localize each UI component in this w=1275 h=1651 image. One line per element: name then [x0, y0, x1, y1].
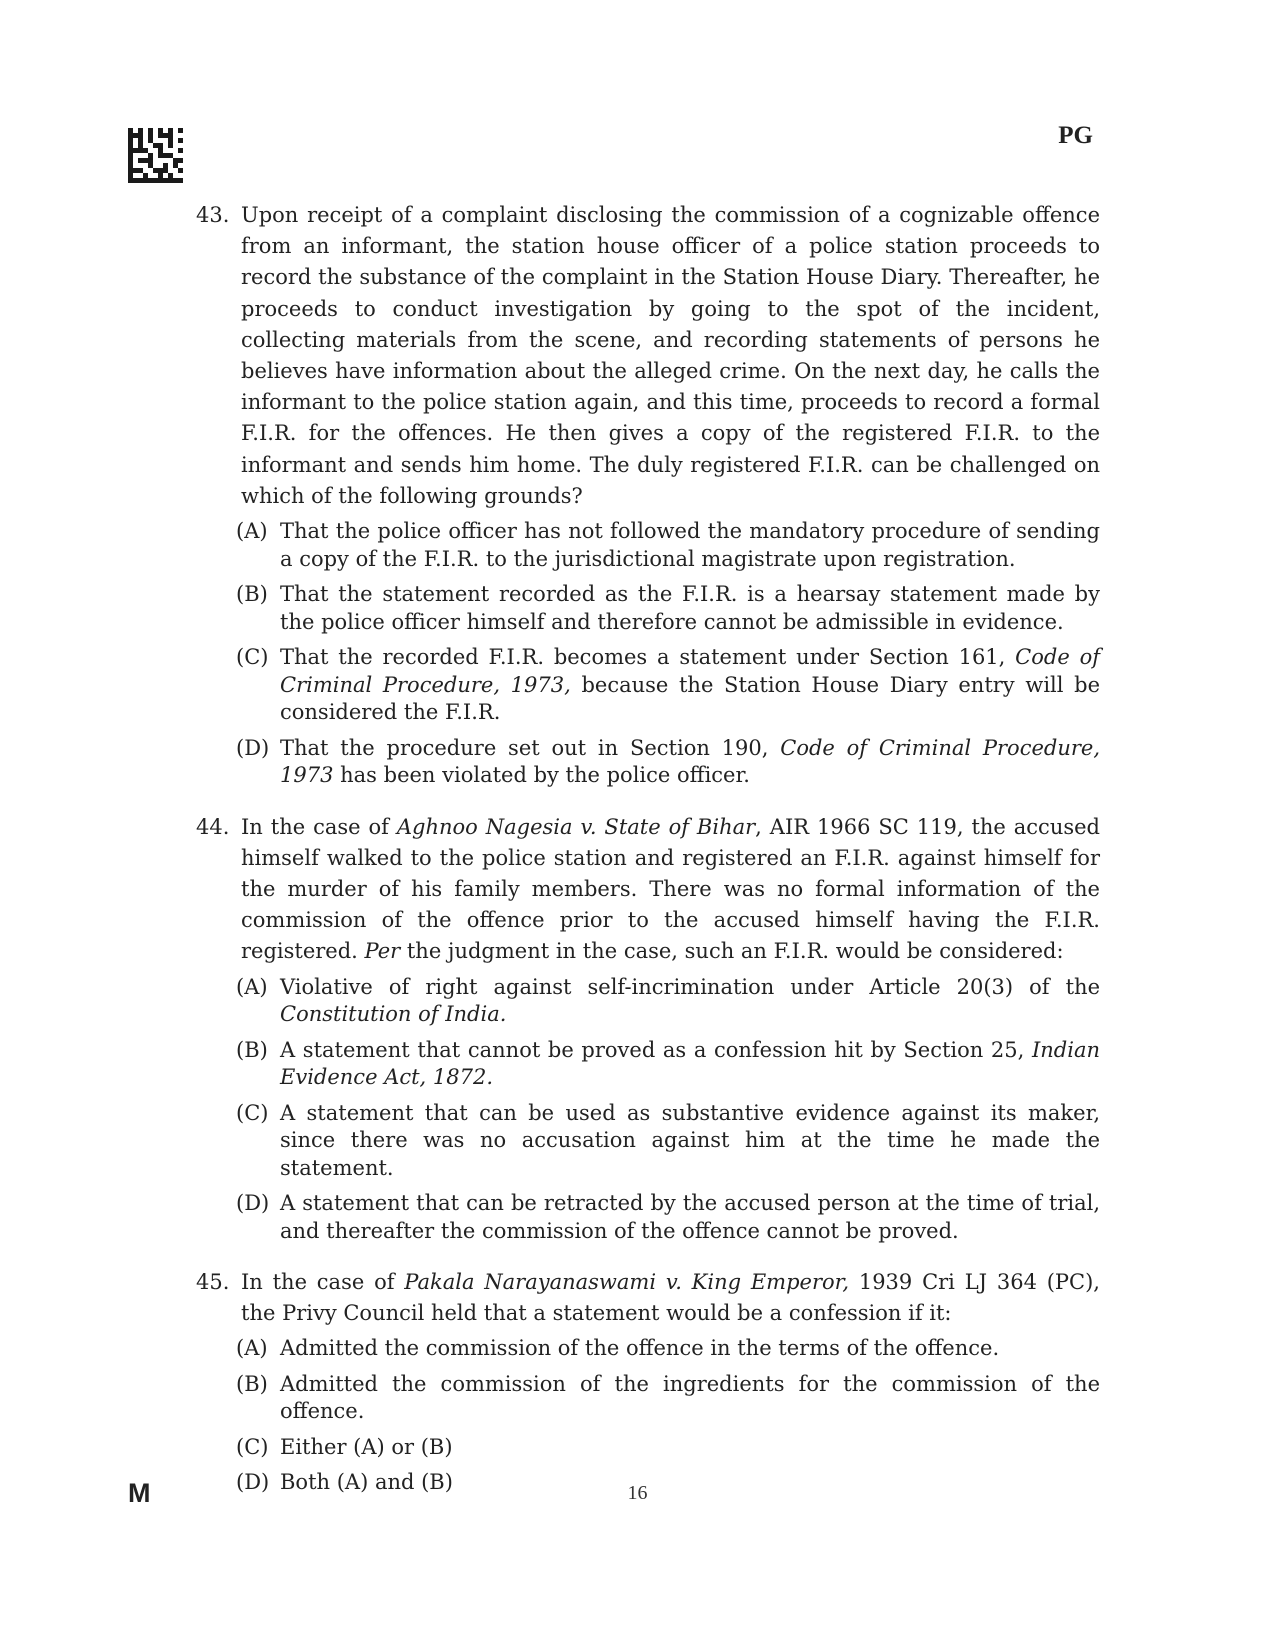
option-a	[236, 518, 1100, 573]
question-3	[196, 1267, 1100, 1497]
question-list	[196, 200, 1100, 1519]
option-text	[280, 974, 1100, 1029]
text-span: That the police officer has not followed the mandatory procedure of sending a copy of the F.I.R. to the jurisdictional magistrate upon registration.	[280, 519, 1100, 571]
option-a	[236, 1335, 1100, 1363]
option-a	[236, 974, 1100, 1029]
question-text: Upon receipt of a complaint disclosing the commission of a cognizable offence from an informant, the station house officer of a police station proceeds to record the substance of the complaint in the Station House Diary. Thereafter, he proceeds to conduct investigation by going to the spot of the incident, collecting materials from the scene, and recording statements of persons he believes have information about the alleged crime. On the next day, he calls the informant to the police station again, and this time, proceeds to record a formal F.I.R. for the offences. He then gives a copy of the registered F.I.R. to the informant and sends him home. The duly registered F.I.R. can be challenged on which of the following grounds?	[241, 203, 1100, 508]
option-text	[280, 644, 1100, 727]
text-span: In the case of	[241, 814, 397, 839]
italic-text: Aghnoo Nagesia v. State of Bihar	[396, 814, 756, 839]
page-code: PG	[1058, 122, 1093, 149]
option-letter: (C)	[236, 1100, 269, 1125]
option-letter: (B)	[236, 1371, 268, 1396]
option-letter: (C)	[236, 645, 269, 670]
option-text	[280, 1100, 1100, 1183]
italic-text: Code of Criminal Procedure, 1973	[280, 735, 1100, 788]
text-span: the judgment in the case, such an F.I.R. would be considered:	[400, 939, 1064, 964]
option-text	[280, 1190, 1100, 1245]
option-text	[280, 735, 1100, 790]
option-b	[236, 1371, 1100, 1426]
option-c	[236, 1100, 1100, 1183]
option-b	[236, 581, 1100, 636]
text-span: 1939 Cri LJ 364 (PC), the Privy Council held that a statement would be a confession if it:	[241, 1270, 1100, 1326]
option-list	[236, 1335, 1100, 1497]
question-number: 45.	[196, 1270, 230, 1295]
option-d	[236, 735, 1100, 790]
text-span: Either (A) or (B)	[280, 1434, 453, 1459]
italic-text: Indian Evidence Act, 1872.	[280, 1037, 1100, 1090]
option-text	[280, 1434, 1100, 1462]
option-letter: (B)	[236, 582, 268, 607]
text-span: In the case of	[241, 1270, 405, 1295]
text-span: Admitted the commission of the ingredients for the commission of the offence.	[280, 1371, 1100, 1424]
question-2	[196, 812, 1100, 1246]
option-d	[236, 1190, 1100, 1245]
page-number: 16	[627, 1482, 648, 1504]
option-text	[280, 518, 1100, 573]
option-list	[236, 518, 1100, 790]
text-span: Admitted the commission of the offence in the terms of the offence.	[280, 1336, 1000, 1361]
option-c	[236, 1434, 1100, 1462]
question-number: 44.	[196, 814, 230, 839]
text-span: That the recorded F.I.R. becomes a statement under Section 161,	[280, 645, 1016, 670]
text-span: , AIR 1966 SC 119, the accused himself walked to the police station and registered an F.I.R. against himself for the murder of his family members. There was no formal information of the commission of the offence prior to the accused himself having the F.I.R. registered.	[241, 814, 1100, 964]
text-span: A statement that can be retracted by the accused person at the time of trial, and thereafter the commission of the offence cannot be proved.	[280, 1191, 1100, 1243]
series-code: M	[128, 1478, 151, 1508]
option-letter: (C)	[236, 1434, 269, 1459]
question-stem	[196, 812, 1100, 968]
question-text	[241, 1267, 1100, 1329]
italic-text: Code of Criminal Procedure, 1973,	[280, 645, 1100, 697]
question-number: 43.	[196, 203, 230, 227]
italic-text: Pakala Narayanaswami v. King Emperor,	[404, 1270, 850, 1295]
text-span: A statement that can be used as substantive evidence against its maker, since there was no accusation against him at the time he made the statement.	[280, 1100, 1100, 1180]
question-text	[241, 812, 1100, 968]
italic-text: Per	[364, 939, 401, 964]
option-letter: (D)	[236, 735, 270, 760]
text-span: Both (A) and (B)	[280, 1470, 453, 1495]
italic-text: Constitution of India.	[280, 1002, 507, 1027]
text-span: because the Station House Diary entry will be considered the F.I.R.	[280, 672, 1101, 725]
option-c	[236, 644, 1100, 727]
text-span: A statement that cannot be proved as a confession hit by Section 25,	[280, 1037, 1032, 1062]
option-b	[236, 1037, 1100, 1092]
option-letter: (A)	[236, 519, 268, 544]
question-stem	[196, 200, 1100, 512]
datamatrix-code-icon	[128, 128, 183, 183]
option-letter: (A)	[236, 974, 268, 999]
option-letter: (B)	[236, 1037, 268, 1062]
text-span: has been violated by the police officer.	[333, 763, 750, 788]
question-stem	[196, 1267, 1100, 1329]
option-text	[280, 1335, 1100, 1363]
option-letter: (D)	[236, 1470, 270, 1495]
option-letter: (A)	[236, 1336, 268, 1361]
option-text	[280, 1371, 1100, 1426]
option-text	[280, 581, 1100, 636]
option-letter: (D)	[236, 1191, 270, 1216]
text-span: That the statement recorded as the F.I.R. is a hearsay statement made by the police officer himself and therefore cannot be admissible in evidence.	[280, 582, 1100, 634]
text-span: Violative of right against self-incrimination under Article 20(3) of the	[280, 974, 1100, 999]
text-span: That the procedure set out in Section 190,	[280, 735, 781, 760]
option-text	[280, 1037, 1100, 1092]
question-1	[196, 200, 1100, 790]
option-list	[236, 974, 1100, 1246]
